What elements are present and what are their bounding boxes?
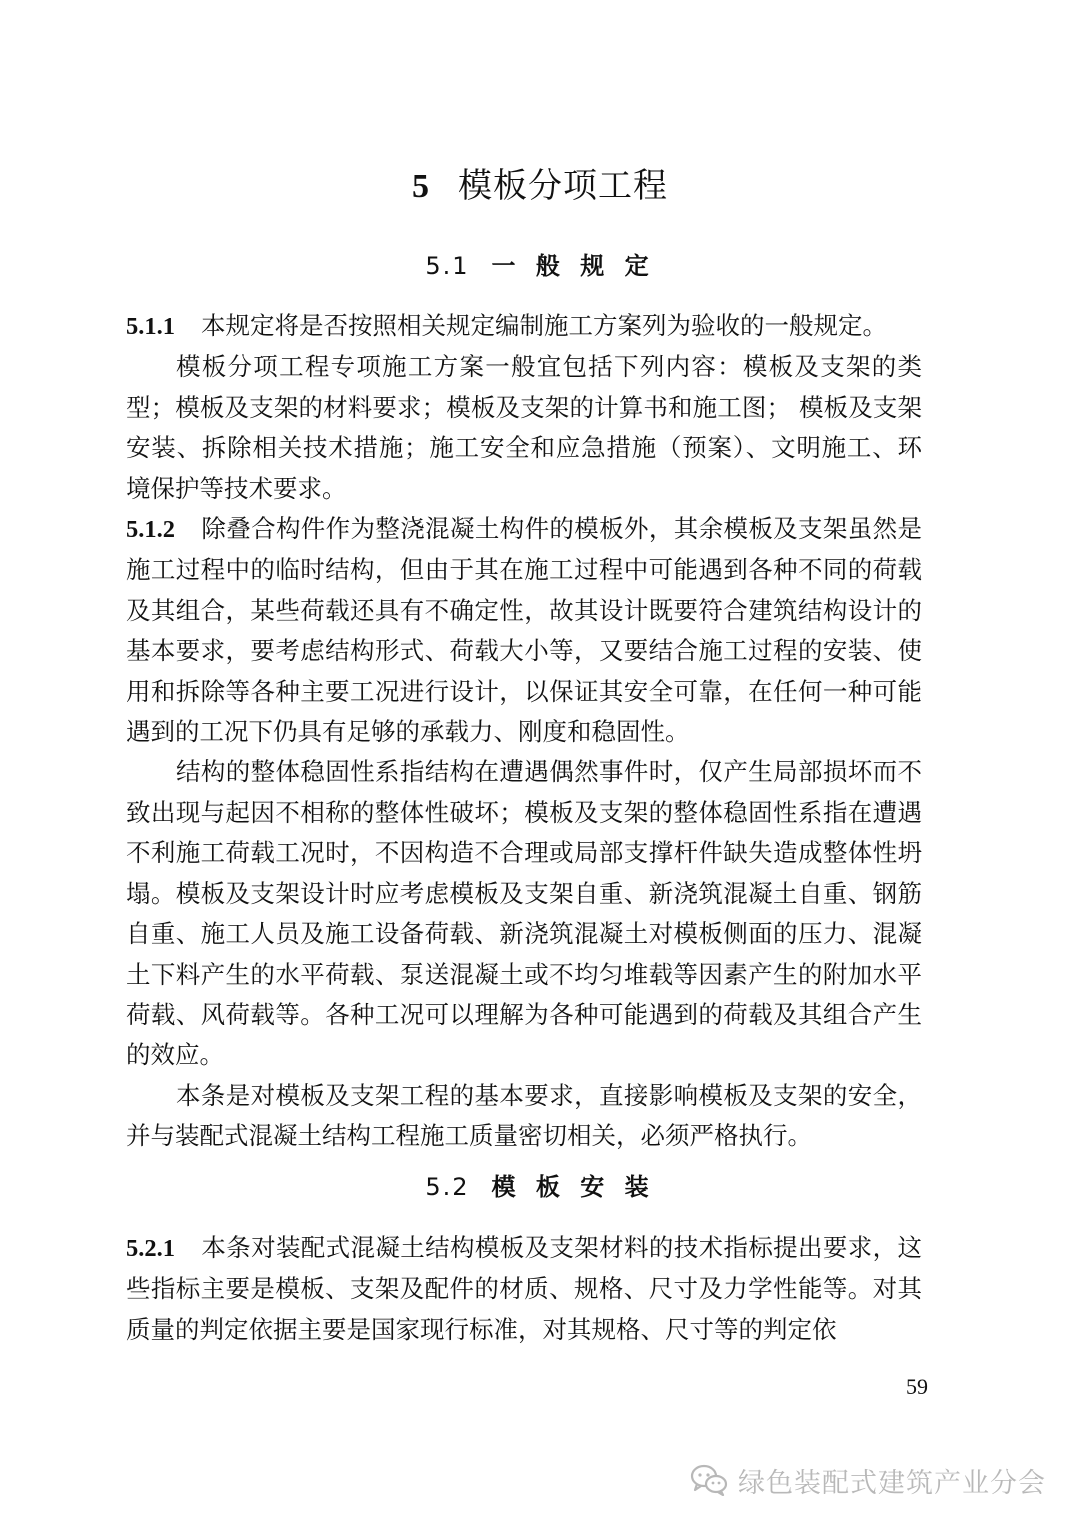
clause-number: 5.2.1 — [126, 1235, 175, 1262]
clause-5-2-1 — [126, 1228, 922, 1350]
clause-5-1-2-paragraph: 本条是对模板及支架工程的基本要求，直接影响模板及支架的安全，并与装配式混凝土结构工程施工质量密切相关，必须严格执行。 — [126, 1080, 922, 1151]
watermark — [690, 1460, 1046, 1500]
clause-text: 本条对装配式混凝土结构模板及支架材料的技术指标提出要求，这些指标主要是模板、支架及配件的材质、规格、尺寸及力学性能等。对其质量的判定依据主要是国家现行标准，对其规格、尺寸等的判定依 — [126, 1233, 922, 1344]
chapter-title — [0, 160, 1080, 213]
section-number: 5.1 — [425, 252, 470, 280]
clause-number: 5.1.1 — [126, 313, 175, 340]
clause-5-1-1-paragraph: 模板分项工程专项施工方案一般宜包括下列内容：模板及支架的类型；模板及支架的材料要求；模板及支架的计算书和施工图； 模板及支架安装、拆除相关技术措施；施工安全和应急措施（预案）、文明施工、环境保护等技术要求。 — [126, 352, 922, 503]
clause-text: 本规定将是否按照相关规定编制施工方案列为验收的一般规定。 — [201, 311, 887, 340]
section-title-text: 模 板 安 装 — [491, 1173, 655, 1201]
section-5-1-body — [126, 306, 922, 1157]
clause-5-1-2 — [126, 509, 922, 752]
clause-number: 5.1.2 — [126, 516, 175, 544]
clause-5-1-1 — [126, 306, 922, 347]
chapter-number: 5 — [412, 168, 430, 205]
section-title-text: 一 般 规 定 — [491, 252, 655, 280]
section-number: 5.2 — [425, 1173, 470, 1201]
chapter-title-text: 模板分项工程 — [458, 166, 668, 206]
clause-text: 除叠合构件作为整浇混凝土构件的模板外，其余模板及支架虽然是施工过程中的临时结构，但由于其在施工过程中可能遇到各种不同的荷载及其组合，某些荷载还具有不确定性，故其设计既要符合建筑结构设计的基本要求，要考虑结构形式、荷载大小等，又要结合施工过程的安装、使用和拆除等各种主要工况进行设计，以保证其安全可靠，在任何一种可能遇到的工况下仍具有足够的承载力、刚度和稳固性。 — [126, 514, 922, 747]
clause-5-1-2-paragraph: 结构的整体稳固性系指结构在遭遇偶然事件时，仅产生局部损坏而不致出现与起因不相称的整体性破坏；模板及支架的整体稳固性系指在遭遇不利施工荷载工况时，不因构造不合理或局部支撑杆件缺失造成整体性坍塌。模板及支架设计时应考虑模板及支架自重、新浇筑混凝土自重、钢筋自重、施工人员及施工设备荷载、新浇筑混凝土对模板侧面的压力、混凝土下料产生的水平荷载、泵送混凝土或不均匀堆载等因素产生的附加水平荷载、风荷载等。各种工况可以理解为各种可能遇到的荷载及其组合产生的效应。 — [126, 757, 922, 1070]
section-title-5-2 — [0, 1169, 1080, 1205]
page-number: 59 — [906, 1374, 928, 1399]
wechat-icon — [690, 1464, 728, 1496]
watermark-text: 绿色装配式建筑产业分会 — [738, 1467, 1046, 1499]
section-title-5-1 — [0, 248, 1080, 284]
section-5-2-body — [126, 1228, 922, 1350]
